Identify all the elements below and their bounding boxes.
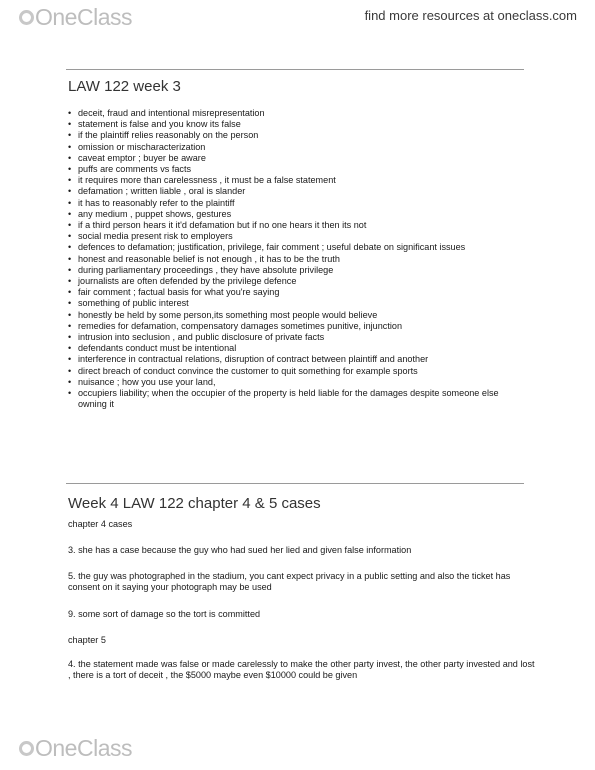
header-tagline[interactable]: find more resources at oneclass.com [364, 8, 577, 23]
case-9: 9. some sort of damage so the tort is committed [68, 609, 261, 619]
section-title-week4: Week 4 LAW 122 chapter 4 & 5 cases [68, 495, 321, 512]
logo-text: OneClass [35, 4, 132, 30]
bullet-item: • defamation ; written liable , oral is slander [68, 186, 528, 197]
bullet-item: • intrusion into seclusion , and public disclosure of private facts [68, 332, 528, 343]
bullet-item: • honest and reasonable belief is not enough , it has to be the truth [68, 254, 528, 265]
bullet-item: • social media present risk to employers [68, 231, 528, 242]
case-4: 4. the statement made was false or made carelessly to make the other party invest, the other party invested and lost , there is a tort of deceit , the $5000 maybe even $10000 could be given [68, 659, 535, 681]
bullet-item: • occupiers liability; when the occupier of the property is held liable for the damages despite someone else owning it [68, 388, 528, 410]
chapter4-label: chapter 4 cases [68, 519, 133, 529]
bullet-item: • interference in contractual relations, disruption of contract between plaintiff and another [68, 354, 528, 365]
logo-ring-icon [19, 741, 34, 756]
notes-bullet-list [68, 108, 528, 410]
bullet-item: • remedies for defamation, compensatory damages sometimes punitive, injunction [68, 321, 528, 332]
bullet-item: • during parliamentary proceedings , they have absolute privilege [68, 265, 528, 276]
bullet-item: • any medium , puppet shows, gestures [68, 209, 528, 220]
bullet-item: • journalists are often defended by the privilege defence [68, 276, 528, 287]
bullet-item: • defences to defamation; justification, privilege, fair comment ; useful debate on significant issues [68, 242, 528, 253]
oneclass-logo[interactable] [19, 4, 132, 31]
footer-oneclass-logo[interactable] [19, 735, 132, 762]
bullet-item: • defendants conduct must be intentional [68, 343, 528, 354]
case-3: 3. she has a case because the guy who had sued her lied and given false information [68, 545, 412, 555]
page-header [0, 0, 595, 40]
bullet-item: • puffs are comments vs facts [68, 164, 528, 175]
bullet-item: • omission or mischaracterization [68, 142, 528, 153]
bullet-item: • direct breach of conduct convince the customer to quit something for example sports [68, 366, 528, 377]
bullet-item: • caveat emptor ; buyer be aware [68, 153, 528, 164]
bullet-item: • honestly be held by some person,its something most people would believe [68, 310, 528, 321]
bullet-item: • fair comment ; factual basis for what you're saying [68, 287, 528, 298]
logo-ring-icon [19, 10, 34, 25]
bullet-item: • it has to reasonably refer to the plaintiff [68, 198, 528, 209]
bullet-item: • something of public interest [68, 298, 528, 309]
divider [66, 69, 524, 70]
bullet-item: • if the plaintiff relies reasonably on the person [68, 130, 528, 141]
bullet-item: • it requires more than carelessness , it must be a false statement [68, 175, 528, 186]
chapter5-label: chapter 5 [68, 635, 106, 645]
footer-logo-text: OneClass [35, 735, 132, 761]
section-title-week3: LAW 122 week 3 [68, 78, 181, 95]
bullet-item: • statement is false and you know its false [68, 119, 528, 130]
bullet-item: • if a third person hears it it'd defamation but if no one hears it then its not [68, 220, 528, 231]
bullet-item: • deceit, fraud and intentional misrepresentation [68, 108, 528, 119]
divider [66, 483, 524, 484]
case-5: 5. the guy was photographed in the stadium, you cant expect privacy in a public setting and also the ticket has consent on it saying your photograph may be used [68, 571, 511, 593]
bullet-item: • nuisance ; how you use your land, [68, 377, 528, 388]
